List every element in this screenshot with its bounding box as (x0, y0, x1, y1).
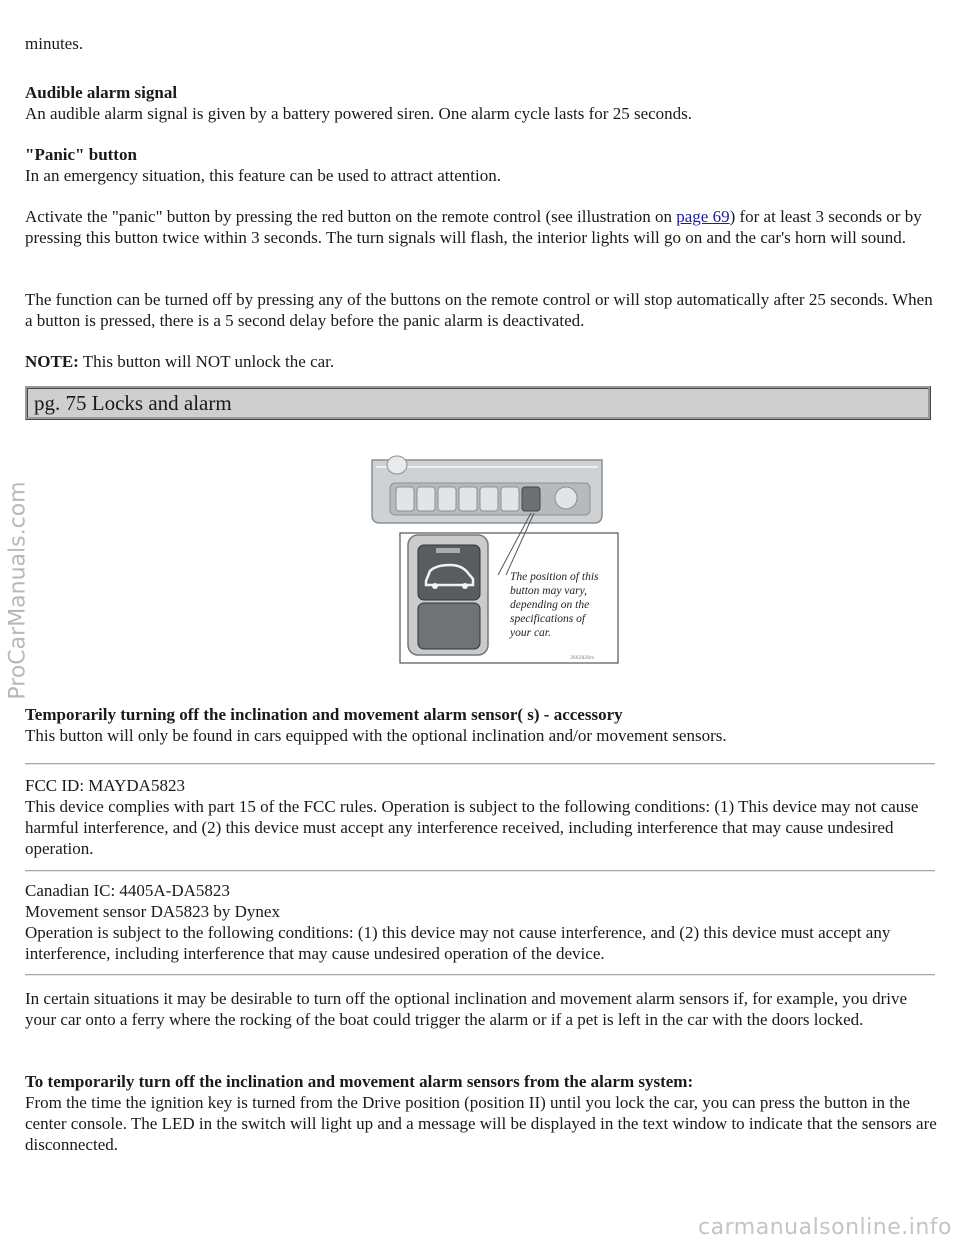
caption-line-4: specifications of (510, 613, 586, 625)
panic-turnoff-text: The function can be turned off by pressing any of the buttons on the remote control or will stop automatically after 25 seconds. When a button is pressed, there is a 5 second delay before the panic alarm is deactivated. (25, 290, 933, 330)
sensor-section (25, 704, 937, 746)
panic-heading: "Panic" button (25, 145, 137, 164)
side-watermark (0, 460, 36, 720)
turnoff-section (25, 1071, 937, 1155)
activate-text-pre: Activate the "panic" button by pressing the red button on the remote control (see illustration on (25, 207, 677, 226)
fcc-section (25, 775, 937, 859)
bottom-watermark: carmanualsonline.info (698, 1215, 952, 1240)
fcc-id: FCC ID: MAYDA5823 (25, 776, 185, 795)
audible-alarm-heading: Audible alarm signal (25, 83, 178, 102)
panic-section (25, 144, 937, 186)
caption-line-3: depending on the (510, 599, 590, 611)
caption-line-2: button may vary, (510, 585, 587, 597)
sensor-heading: Temporarily turning off the inclination and movement alarm sensor( s) - accessory (25, 705, 623, 724)
section-header (25, 386, 931, 420)
canada-ic-id: Canadian IC: 4405A-DA5823 (25, 881, 230, 900)
continued-text: minutes. (25, 34, 84, 53)
turnoff-heading: To temporarily turn off the inclination and movement alarm sensors from the alarm system: (25, 1072, 694, 1091)
sensor-body: This button will only be found in cars equipped with the optional inclination and/or movement sensors. (25, 726, 727, 745)
fcc-body: This device complies with part 15 of the FCC rules. Operation is subject to the following conditions: (1) This device may not cause harmful interference, and (2) this device must accept any interference received, including interference that may cause undesired operation. (25, 797, 919, 858)
panic-body: In an emergency situation, this feature can be used to attract attention. (25, 166, 501, 185)
caption-line-1: The position of this (510, 571, 599, 583)
panic-activate-text (25, 206, 937, 248)
divider (25, 870, 935, 872)
page-69-link[interactable]: page 69 (676, 207, 730, 226)
turnoff-body: From the time the ignition key is turned from the Drive position (position II) until you lock the car, you can press the button in the center console. The LED in the switch will light up and a message will be displayed in the text window to indicate that the sensors are disconnected. (25, 1093, 937, 1154)
figure-code: 3662828m (570, 656, 595, 661)
section-title: pg. 75 Locks and alarm (34, 391, 232, 415)
canada-body: Operation is subject to the following conditions: (1) this device may not cause interference, and (2) this device must accept any interference, including interference that may cause undesired operation of the device. (25, 923, 891, 963)
audible-alarm-body: An audible alarm signal is given by a battery powered siren. One alarm cycle lasts for 25 seconds. (25, 104, 693, 123)
activate-text-post: ) for at least 3 seconds or by pressing this button twice within 3 seconds. The turn signals will flash, the interior lights will go on and the car's horn will sound. (25, 207, 922, 247)
note-label: NOTE: (25, 352, 79, 371)
note-text: This button will NOT unlock the car. (78, 352, 335, 371)
console-button-illustration (370, 455, 620, 670)
audible-alarm-section (25, 82, 937, 124)
side-watermark-text: ProCarManuals.com (5, 480, 31, 700)
situations-text: In certain situations it may be desirable to turn off the optional inclination and movement alarm sensors if, for example, you drive your car onto a ferry where the rocking of the boat could trigger the alarm or if a pet is left in the car with the doors locked. (25, 989, 908, 1029)
divider (25, 974, 935, 976)
caption-line-5: your car. (510, 627, 551, 639)
divider (25, 763, 935, 765)
canada-sensor: Movement sensor DA5823 by Dynex (25, 902, 280, 921)
panic-note (25, 351, 937, 372)
canada-section (25, 880, 937, 964)
